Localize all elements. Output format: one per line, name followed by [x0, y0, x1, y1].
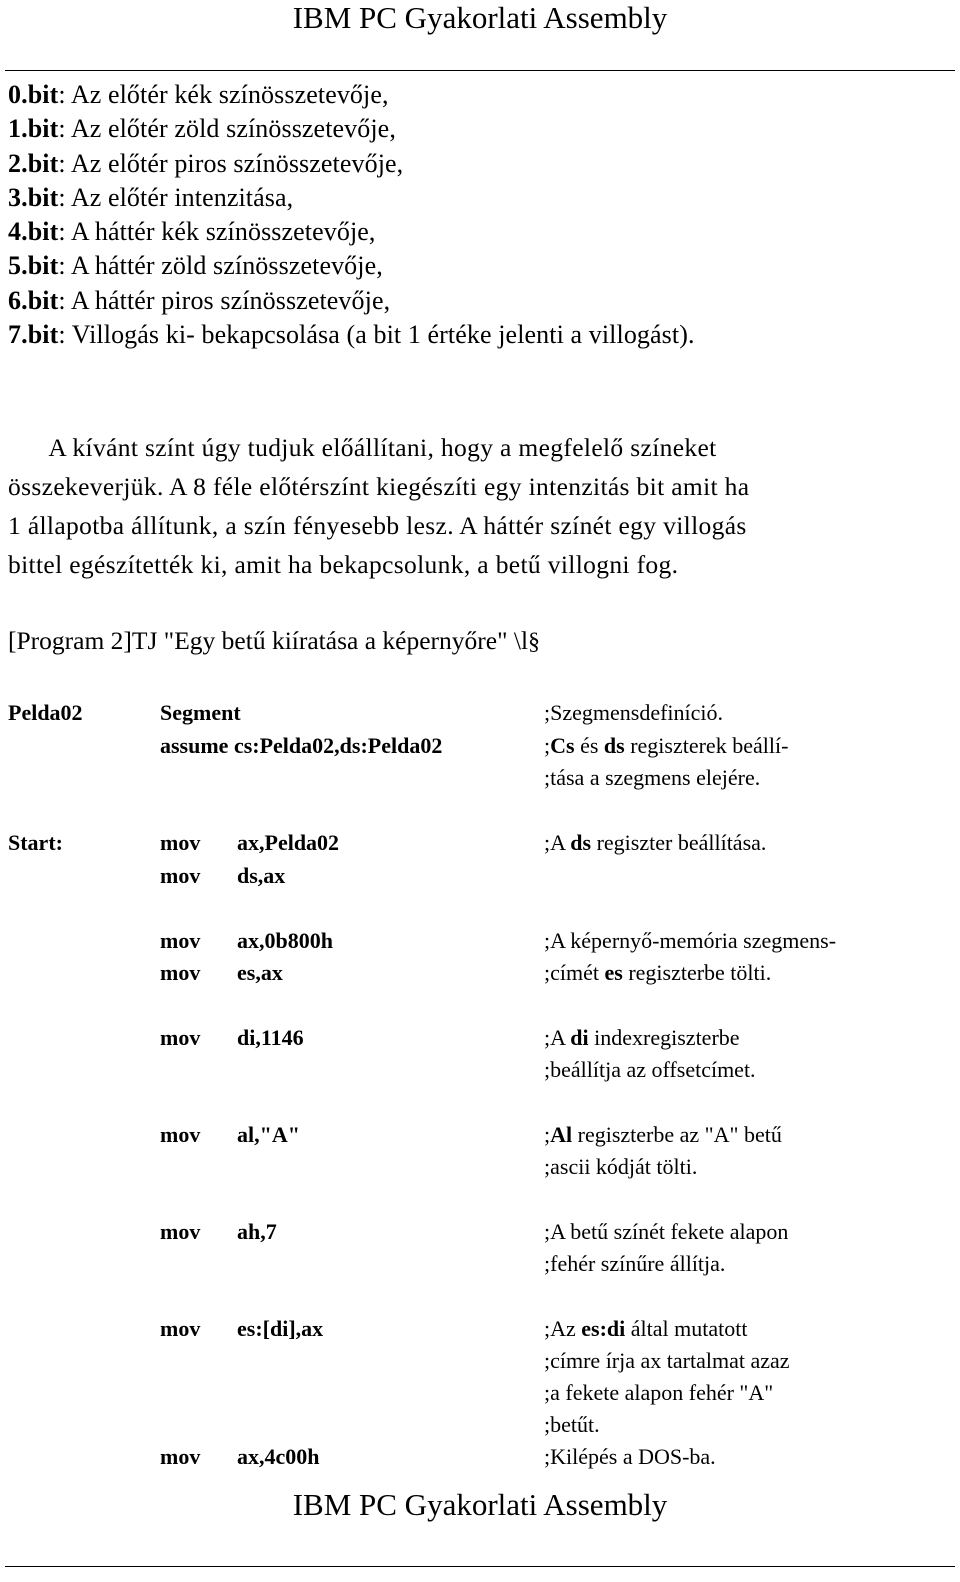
- bit-number: 6.bit: [8, 285, 59, 315]
- code-comment: ;címét es regiszterbe tölti.: [544, 960, 772, 985]
- footer-divider: [5, 1566, 955, 1567]
- code-operand: ax,Pelda02: [237, 830, 340, 855]
- code-label: Start:: [8, 830, 63, 855]
- bit-list: [8, 78, 695, 352]
- paragraph-line: 1 állapotba állítunk, a szín fényesebb lesz. A háttér színét egy villogás: [8, 511, 747, 540]
- bit-item: [8, 147, 695, 181]
- bit-item: [8, 215, 695, 249]
- code-comment: ;A betű színét fekete alapon: [544, 1219, 789, 1244]
- code-mnemonic: mov: [160, 830, 201, 855]
- bit-number: 0.bit: [8, 80, 59, 109]
- code-comment: ;Az es:di által mutatott: [544, 1316, 748, 1341]
- code-operand: ax,0b800h: [237, 928, 333, 953]
- code-operand: es,ax: [237, 960, 283, 985]
- bit-item: [8, 78, 695, 112]
- code-mnemonic: mov: [160, 1122, 201, 1147]
- bit-item: [8, 112, 695, 146]
- code-operand: es:[di],ax: [237, 1316, 324, 1341]
- header-divider: [5, 70, 955, 71]
- code-comment: ;betűt.: [544, 1412, 600, 1437]
- bit-number: 2.bit: [8, 148, 59, 178]
- code-mnemonic: mov: [160, 863, 201, 888]
- bit-number: 1.bit: [8, 114, 59, 144]
- program-heading: [8, 625, 540, 658]
- code-mnemonic: mov: [160, 1219, 201, 1244]
- code-mnemonic: mov: [160, 1316, 201, 1341]
- code-operand: di,1146: [237, 1025, 304, 1050]
- page-header-title: IBM PC Gyakorlati Assembly: [292, 0, 668, 35]
- code-comment: ;tása a szegmens elejére.: [544, 765, 761, 790]
- code-label: Pelda02: [8, 700, 83, 725]
- code-comment: ;A képernyő-memória szegmens-: [544, 928, 837, 953]
- bit-description: : A háttér kék színösszetevője,: [58, 217, 376, 247]
- code-comment: ;A di indexregiszterbe: [544, 1025, 740, 1050]
- bit-item: [8, 181, 695, 215]
- paragraph-line: összekeverjük. A 8 féle előtérszínt kiegészíti egy intenzitás bit amit ha: [8, 472, 750, 501]
- code-directive: assume cs:Pelda02,ds:Pelda02: [160, 733, 443, 758]
- bit-description: : A háttér zöld színösszetevője,: [58, 251, 383, 281]
- bit-description: : Villogás ki- bekapcsolása (a bit 1 értéke jelenti a villogást).: [58, 320, 695, 350]
- bit-number: 4.bit: [8, 217, 59, 247]
- code-comment: ;A ds regiszter beállítása.: [544, 830, 767, 855]
- bit-description: : Az előtér piros színösszetevője,: [58, 148, 404, 178]
- bit-description: : Az előtér kék színösszetevője,: [58, 80, 389, 109]
- page-footer-title: IBM PC Gyakorlati Assembly: [292, 1487, 668, 1522]
- bit-item: [8, 249, 695, 283]
- code-operand: ax,4c00h: [237, 1444, 320, 1469]
- code-comment: ;beállítja az offsetcímet.: [544, 1057, 756, 1082]
- code-comment: ;Szegmensdefiníció.: [544, 700, 724, 725]
- paragraph-line: bittel egészítették ki, amit ha bekapcsolunk, a betű villogni fog.: [8, 550, 679, 579]
- bit-number: 7.bit: [8, 320, 59, 350]
- section-mark: §: [528, 629, 541, 655]
- bit-description: : Az előtér zöld színösszetevője,: [58, 114, 396, 144]
- code-mnemonic: mov: [160, 960, 201, 985]
- bit-number: 3.bit: [8, 182, 59, 212]
- code-comment: ;fehér színűre állítja.: [544, 1251, 726, 1276]
- code-comment: ;Cs és ds regiszterek beállí-: [544, 733, 789, 758]
- bit-item: [8, 284, 695, 318]
- code-comment: ;a fekete alapon fehér "A": [544, 1380, 774, 1405]
- code-comment: ;címre írja ax tartalmat azaz: [544, 1348, 790, 1373]
- paragraph-line: A kívánt színt úgy tudjuk előállítani, hogy a megfelelő színeket: [8, 433, 717, 462]
- code-operand: ah,7: [237, 1219, 277, 1244]
- code-mnemonic: mov: [160, 928, 201, 953]
- bit-item: [8, 318, 695, 352]
- code-comment: ;ascii kódját tölti.: [544, 1154, 698, 1179]
- code-operand: al,"A": [237, 1122, 300, 1147]
- code-mnemonic: mov: [160, 1025, 201, 1050]
- bit-description: : Az előtér intenzitása,: [58, 182, 294, 212]
- code-operand: ds,ax: [237, 863, 286, 888]
- code-comment: ;Kilépés a DOS-ba.: [544, 1444, 716, 1469]
- bit-number: 5.bit: [8, 251, 59, 281]
- code-directive: Segment: [160, 700, 241, 725]
- program-heading-text: [Program 2]TJ "Egy betű kiíratása a képernyőre" \l: [8, 626, 529, 655]
- bit-description: : A háttér piros színösszetevője,: [58, 285, 391, 315]
- code-mnemonic: mov: [160, 1444, 201, 1469]
- code-comment: ;Al regiszterbe az "A" betű: [544, 1122, 782, 1147]
- color-explanation-paragraph: [8, 428, 948, 584]
